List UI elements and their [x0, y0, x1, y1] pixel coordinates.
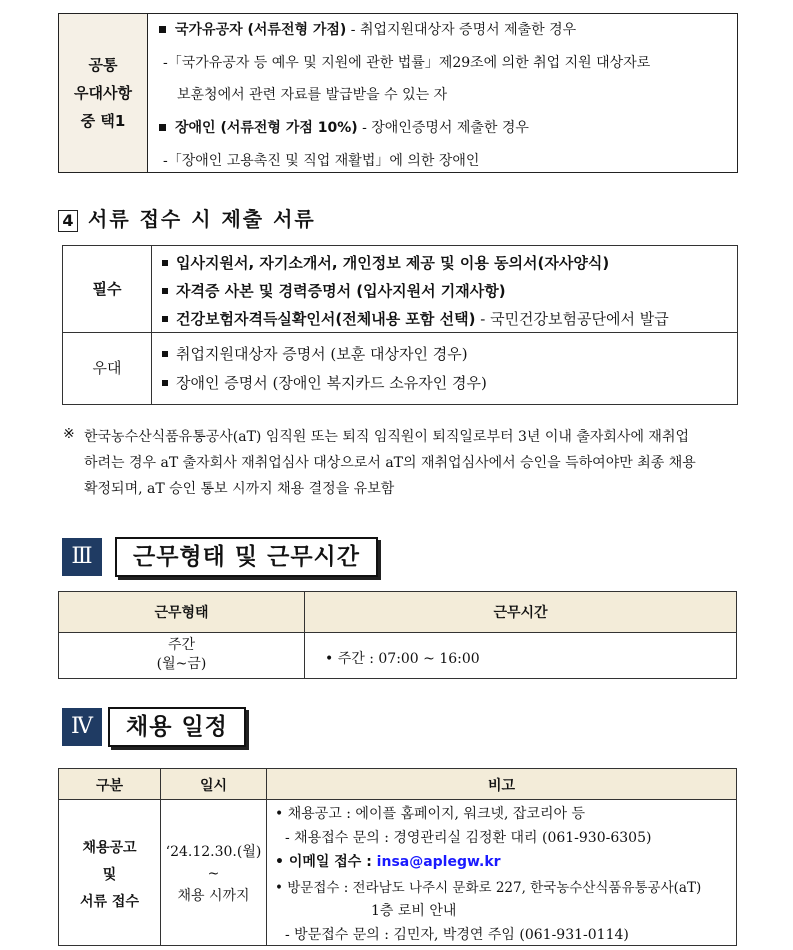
required-item	[162, 280, 506, 301]
section-title: 근무형태 및 근무시간	[115, 537, 378, 577]
category-line: 채용공고	[82, 840, 137, 856]
preference-label-line: 공통	[88, 56, 118, 74]
preference-item-1-desc: - 취업지원대상자 증명서 제출한 경우	[346, 22, 577, 38]
bullet-square-icon	[159, 26, 166, 33]
remark-line: - 방문접수 문의 : 김민자, 박경연 주임 (061-931-0114)	[285, 927, 629, 943]
note-mark: ※	[63, 426, 75, 442]
note-line: 한국농수산식품유통공사(aT) 임직원 또는 퇴직 임직원이 퇴직일로부터 3년 이내 출자회사에 재취업	[84, 429, 690, 445]
date-line: 채용 시까지	[177, 888, 250, 904]
header-work-hours: 근무시간	[493, 605, 548, 621]
preference-table	[58, 13, 738, 173]
category-line: 서류 접수	[80, 894, 139, 910]
bullet-square-icon	[162, 260, 168, 266]
remark-line: 1층 로비 안내	[371, 903, 457, 919]
header-work-type: 근무형태	[154, 605, 209, 621]
note-line: 확정되며, aT 승인 통보 시까지 채용 결정을 유보함	[84, 481, 395, 497]
email-line	[275, 851, 501, 871]
preference-label-cell	[59, 14, 148, 172]
date-line: ‘24.12.30.(월)	[165, 844, 262, 860]
preference-item-2-sub: -「장애인 고용촉진 및 직업 재활법」에 의한 장애인	[163, 153, 480, 169]
required-label: 필수	[63, 246, 152, 332]
required-item	[162, 252, 609, 273]
schedule-table	[58, 768, 737, 946]
row-divider	[63, 332, 737, 333]
preference-item-2-desc: - 장애인증명서 제출한 경우	[357, 120, 529, 136]
work-type-line: (월~금)	[156, 656, 207, 672]
remark-line: - 채용접수 문의 : 경영관리실 김정환 대리 (061-930-6305)	[285, 830, 652, 846]
remark-line: • 채용공고 : 에이플 홈페이지, 워크넷, 잡코리아 등	[275, 806, 585, 822]
date-line: ~	[207, 866, 220, 882]
header-date: 일시	[199, 778, 228, 794]
work-hours-table	[58, 591, 737, 679]
required-item	[162, 308, 669, 329]
required-item-text: 자격증 사본 및 경력증명서 (입사지원서 기재사항)	[176, 282, 506, 300]
preference-item-2-title: 장애인 (서류전형 가점 10%)	[175, 120, 358, 136]
work-type-line: 주간	[167, 637, 196, 653]
bullet-square-icon	[162, 380, 168, 386]
preferred-label: 우대	[63, 333, 152, 404]
roman-numeral-badge: Ⅳ	[62, 708, 102, 746]
category-line: 및	[102, 867, 117, 883]
bullet-square-icon	[162, 351, 168, 357]
work-type-cell	[59, 636, 304, 674]
schedule-category-cell	[59, 835, 160, 916]
required-item-text: 입사지원서, 자기소개서, 개인정보 제공 및 이용 동의서(자사양식)	[176, 254, 610, 272]
preference-item-1-sub1: -「국가유공자 등 예우 및 지원에 관한 법률」제29조에 의한 취업 지원 대상자로	[163, 55, 651, 71]
note-line: 하려는 경우 aT 출자회사 재취업심사 대상으로서 aT의 재취업심사에서 승인을 득하여야만 최종 채용	[84, 455, 696, 471]
preferred-item	[162, 372, 487, 393]
section-title: 채용 일정	[108, 707, 246, 747]
bullet-square-icon	[162, 316, 168, 322]
required-item-text: 건강보험자격득실확인서(전체내용 포함 선택)	[176, 310, 476, 328]
column-divider	[266, 769, 267, 945]
bullet-square-icon	[159, 124, 166, 131]
bullet-square-icon	[162, 288, 168, 294]
roman-numeral-badge: Ⅲ	[62, 538, 102, 576]
remark-line: • 방문접수 : 전라남도 나주시 문화로 227, 한국농수산식품유통공사(aT)	[275, 880, 702, 896]
preference-label-line: 우대사항	[74, 84, 132, 102]
email-link[interactable]: insa@aplegw.kr	[376, 854, 501, 870]
preferred-item-text: 장애인 증명서 (장애인 복지카드 소유자인 경우)	[176, 374, 487, 392]
section-heading-documents	[58, 203, 316, 232]
preference-item-1-title: 국가유공자 (서류전형 가점)	[175, 22, 347, 38]
documents-table	[62, 245, 738, 405]
preferred-item	[162, 343, 468, 364]
header-remarks: 비고	[487, 778, 516, 794]
work-hours-cell: • 주간 : 07:00 ~ 16:00	[325, 651, 480, 667]
preferred-item-text: 취업지원대상자 증명서 (보훈 대상자인 경우)	[176, 345, 468, 363]
section-title: 서류 접수 시 제출 서류	[88, 207, 316, 231]
preference-label-line: 중 택1	[80, 112, 126, 130]
preference-item-1	[159, 19, 576, 39]
header-category: 구분	[95, 778, 124, 794]
preference-item-2	[159, 117, 529, 137]
section-number-box: 4	[58, 210, 78, 232]
required-item-note: - 국민건강보험공단에서 발급	[475, 310, 669, 328]
email-label: • 이메일 접수 :	[275, 854, 377, 870]
preference-item-1-sub2: 보훈청에서 관련 자료를 발급받을 수 있는 자	[177, 87, 448, 103]
schedule-date-cell	[161, 841, 266, 907]
